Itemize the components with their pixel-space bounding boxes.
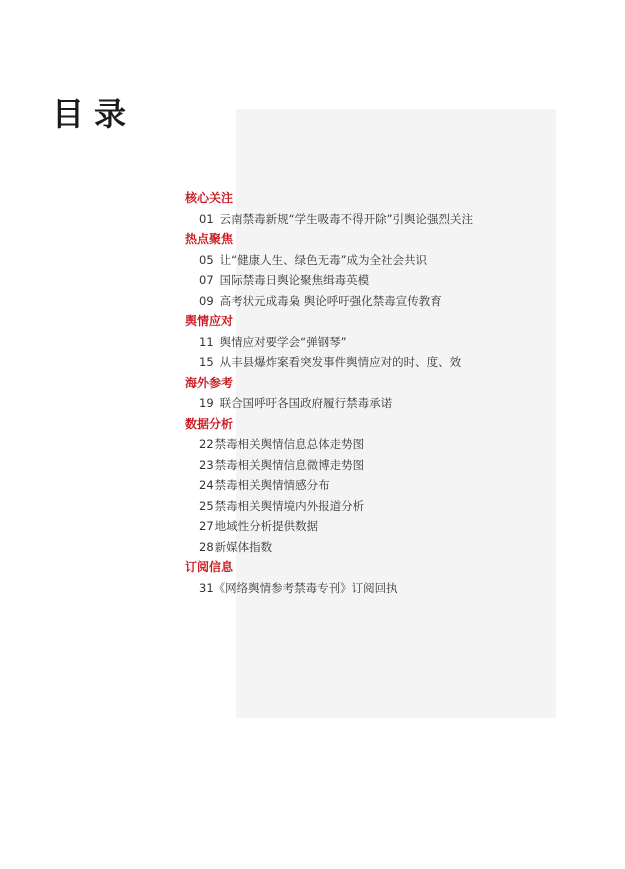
table-of-contents (185, 188, 565, 598)
toc-item[interactable] (185, 250, 565, 271)
toc-item[interactable] (185, 455, 565, 476)
section-heading-subscription: 订阅信息 (185, 560, 234, 574)
section-heading-data-analysis: 数据分析 (185, 416, 234, 431)
toc-item-title: 联合国呼吁各国政府履行禁毒承诺 (219, 396, 393, 410)
toc-item[interactable] (185, 578, 565, 599)
toc-item-title: 让“健康人生、绿色无毒”成为全社会共识 (219, 252, 428, 267)
toc-page-number: 15 (199, 355, 214, 369)
page-title: 目录 (52, 95, 137, 133)
toc-page-number: 19 (199, 396, 214, 410)
section-heading-core-focus: 核心关注 (185, 191, 234, 205)
toc-item[interactable] (185, 475, 565, 496)
toc-item-title: 地域性分析提供数据 (214, 519, 319, 533)
toc-item-title: 新媒体指数 (214, 539, 273, 554)
section-heading-response: 舆情应对 (185, 314, 234, 328)
toc-page-number: 22 (199, 437, 214, 451)
toc-page-number: 23 (199, 457, 214, 472)
toc-item-title: 舆情应对要学会“弹钢琴” (219, 334, 347, 349)
toc-page-number: 25 (199, 498, 214, 513)
toc-item[interactable] (185, 496, 565, 517)
toc-item-title: 禁毒相关舆情信息微博走势图 (214, 457, 365, 472)
section-heading-overseas: 海外参考 (185, 375, 234, 390)
toc-item-title: 高考状元成毒枭 舆论呼吁强化禁毒宣传教育 (219, 293, 442, 308)
toc-item-title: 国际禁毒日舆论聚焦缉毒英模 (219, 273, 370, 287)
toc-page-number: 05 (199, 252, 214, 267)
toc-page-number: 09 (199, 293, 214, 308)
toc-item[interactable] (185, 537, 565, 558)
toc-page-number: 24 (199, 478, 214, 492)
toc-item[interactable] (185, 209, 565, 230)
toc-item[interactable] (185, 332, 565, 353)
toc-page-number: 11 (199, 334, 214, 349)
toc-item[interactable] (185, 352, 565, 373)
toc-item-title: 禁毒相关舆情境内外报道分析 (214, 498, 365, 513)
section-heading-hot-topics: 热点聚焦 (185, 232, 234, 246)
toc-item[interactable] (185, 270, 565, 291)
toc-item-title: 《网络舆情参考禁毒专刊》订阅回执 (213, 580, 398, 595)
toc-item-title: 云南禁毒新规“学生吸毒不得开除”引舆论强烈关注 (219, 211, 474, 226)
toc-page-number: 31 (199, 580, 214, 595)
toc-item[interactable] (185, 516, 565, 537)
toc-item[interactable] (185, 291, 565, 312)
toc-item-title: 从丰县爆炸案看突发事件舆情应对的时、度、效 (219, 355, 462, 369)
toc-item-title: 禁毒相关舆情情感分布 (214, 478, 330, 492)
toc-page-number: 01 (199, 211, 214, 226)
toc-item-title: 禁毒相关舆情信息总体走势图 (214, 437, 365, 451)
toc-item[interactable] (185, 393, 565, 414)
toc-page-number: 28 (199, 539, 214, 554)
toc-page-number: 27 (199, 519, 214, 533)
toc-page-number: 07 (199, 273, 214, 287)
toc-item[interactable] (185, 434, 565, 455)
